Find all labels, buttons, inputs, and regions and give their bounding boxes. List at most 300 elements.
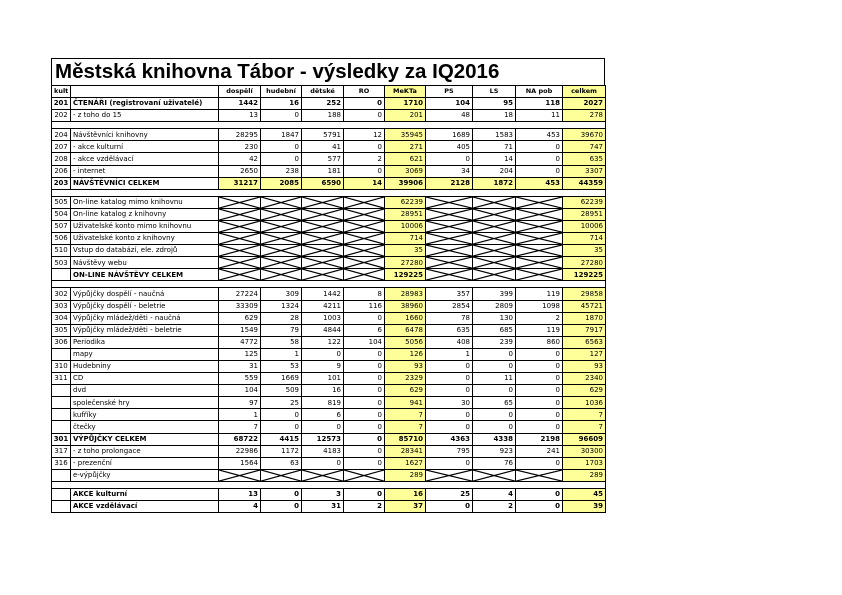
cross-mark-icon (219, 245, 260, 256)
cross-mark-icon (344, 197, 384, 208)
value-cell: 1 (261, 348, 302, 360)
spacer-cell (52, 122, 71, 129)
value-cell: 129225 (563, 269, 606, 281)
table-row (52, 409, 606, 421)
crossed-out-cell (219, 196, 261, 208)
value-cell: 1872 (473, 177, 516, 189)
value-cell: 85710 (385, 433, 426, 445)
value-cell: 45 (563, 488, 606, 500)
value-cell: 278 (563, 110, 606, 122)
value-cell: 0 (426, 457, 473, 469)
crossed-out-cell (302, 269, 344, 281)
row-code: 317 (52, 445, 71, 457)
spacer-cell (473, 189, 516, 196)
cross-mark-icon (473, 233, 515, 244)
cross-mark-icon (516, 233, 562, 244)
value-cell: 238 (261, 165, 302, 177)
value-cell: 13 (219, 110, 261, 122)
value-cell: 1689 (426, 129, 473, 141)
spacer-cell (261, 189, 302, 196)
column-header: LS (473, 86, 516, 98)
value-cell: 3 (302, 488, 344, 500)
row-label: Návštěvy webu (71, 257, 219, 269)
cross-mark-icon (261, 269, 301, 280)
value-cell: 0 (426, 153, 473, 165)
cross-mark-icon (516, 209, 562, 220)
row-label: VÝPŮJČKY CELKEM (71, 433, 219, 445)
crossed-out-cell (516, 245, 563, 257)
crossed-out-cell (344, 233, 385, 245)
value-cell: 2650 (219, 165, 261, 177)
value-cell: 309 (261, 288, 302, 300)
value-cell: 62239 (563, 196, 606, 208)
value-cell: 819 (302, 397, 344, 409)
spacer-cell (219, 281, 261, 288)
crossed-out-cell (261, 196, 302, 208)
cross-mark-icon (261, 245, 301, 256)
crossed-out-cell (261, 233, 302, 245)
value-cell: 93 (385, 360, 426, 372)
value-cell: 271 (385, 141, 426, 153)
table-row (52, 373, 606, 385)
row-code: 301 (52, 433, 71, 445)
row-label: AKCE vzdělávací (71, 501, 219, 513)
value-cell: 204 (473, 165, 516, 177)
row-code (52, 348, 71, 360)
value-cell: 38960 (385, 300, 426, 312)
table-row (52, 98, 606, 110)
crossed-out-cell (219, 469, 261, 481)
value-cell: 10006 (563, 220, 606, 232)
row-code: 304 (52, 312, 71, 324)
value-cell: 4363 (426, 433, 473, 445)
cross-mark-icon (473, 245, 515, 256)
row-label: ČTENÁŘI (registrovaní uživatelé) (71, 98, 219, 110)
value-cell: 16 (261, 98, 302, 110)
value-cell: 96609 (563, 433, 606, 445)
value-cell: 509 (261, 385, 302, 397)
crossed-out-cell (344, 196, 385, 208)
spacer-cell (344, 281, 385, 288)
spacer-cell (52, 281, 71, 288)
spacer-cell (426, 122, 473, 129)
cross-mark-icon (302, 209, 343, 220)
crossed-out-cell (426, 245, 473, 257)
value-cell: 1703 (563, 457, 606, 469)
value-cell: 79 (261, 324, 302, 336)
cross-mark-icon (426, 221, 472, 232)
crossed-out-cell (219, 269, 261, 281)
value-cell: 0 (473, 348, 516, 360)
cross-mark-icon (302, 233, 343, 244)
value-cell: 22986 (219, 445, 261, 457)
value-cell: 119 (516, 324, 563, 336)
value-cell: 78 (426, 312, 473, 324)
value-cell: 230 (219, 141, 261, 153)
crossed-out-cell (261, 245, 302, 257)
row-code: 311 (52, 373, 71, 385)
spacer-cell (302, 189, 344, 196)
table-header-row (52, 86, 606, 98)
row-code (52, 269, 71, 281)
row-label: e-výpůjčky (71, 469, 219, 481)
table-row (52, 220, 606, 232)
value-cell: 0 (344, 165, 385, 177)
spacer-cell (473, 122, 516, 129)
crossed-out-cell (516, 208, 563, 220)
column-header: celkem (563, 86, 606, 98)
table-row (52, 457, 606, 469)
value-cell: 0 (516, 373, 563, 385)
value-cell: 714 (563, 233, 606, 245)
value-cell: 1660 (385, 312, 426, 324)
value-cell: 2198 (516, 433, 563, 445)
value-cell: 2128 (426, 177, 473, 189)
value-cell: 629 (385, 385, 426, 397)
cross-mark-icon (473, 257, 515, 268)
cross-mark-icon (261, 209, 301, 220)
value-cell: 795 (426, 445, 473, 457)
cross-mark-icon (516, 257, 562, 268)
cross-mark-icon (516, 245, 562, 256)
cross-mark-icon (219, 209, 260, 220)
table-row (52, 110, 606, 122)
column-header: RO (344, 86, 385, 98)
spacer-cell (71, 122, 219, 129)
crossed-out-cell (426, 220, 473, 232)
value-cell: 31217 (219, 177, 261, 189)
cross-mark-icon (302, 197, 343, 208)
value-cell: 1847 (261, 129, 302, 141)
value-cell: 125 (219, 348, 261, 360)
value-cell: 289 (385, 469, 426, 481)
spacer-cell (516, 122, 563, 129)
value-cell: 35 (563, 245, 606, 257)
row-label: kufříky (71, 409, 219, 421)
table-row (52, 501, 606, 513)
row-label: mapy (71, 348, 219, 360)
spacer-cell (385, 281, 426, 288)
value-cell: 0 (261, 501, 302, 513)
value-cell: 1442 (302, 288, 344, 300)
value-cell: 14 (473, 153, 516, 165)
crossed-out-cell (261, 208, 302, 220)
crossed-out-cell (261, 220, 302, 232)
value-cell: 118 (516, 98, 563, 110)
crossed-out-cell (426, 469, 473, 481)
value-cell: 0 (516, 385, 563, 397)
value-cell: 5791 (302, 129, 344, 141)
crossed-out-cell (302, 257, 344, 269)
value-cell: 4183 (302, 445, 344, 457)
value-cell: 2 (473, 501, 516, 513)
value-cell: 5056 (385, 336, 426, 348)
value-cell: 2329 (385, 373, 426, 385)
table-row (52, 488, 606, 500)
cross-mark-icon (473, 197, 515, 208)
value-cell: 45721 (563, 300, 606, 312)
cross-mark-icon (426, 197, 472, 208)
cross-mark-icon (219, 221, 260, 232)
value-cell: 181 (302, 165, 344, 177)
row-label: NÁVŠTĚVNÍCI CELKEM (71, 177, 219, 189)
crossed-out-cell (344, 245, 385, 257)
value-cell: 0 (302, 348, 344, 360)
table-row (52, 177, 606, 189)
value-cell: 4415 (261, 433, 302, 445)
value-cell: 4 (219, 501, 261, 513)
column-header: NA pob (516, 86, 563, 98)
row-label: Vstup do databází, ele. zdrojů (71, 245, 219, 257)
value-cell: 4772 (219, 336, 261, 348)
spacer-cell (385, 189, 426, 196)
table-row (52, 421, 606, 433)
value-cell: 122 (302, 336, 344, 348)
row-label: Výpůjčky dospělí - beletrie (71, 300, 219, 312)
value-cell: 0 (344, 397, 385, 409)
spacer-cell (516, 281, 563, 288)
value-cell: 30 (426, 397, 473, 409)
value-cell: 2809 (473, 300, 516, 312)
table-row (52, 312, 606, 324)
crossed-out-cell (516, 257, 563, 269)
table-row (52, 165, 606, 177)
row-label: CD (71, 373, 219, 385)
value-cell: 28983 (385, 288, 426, 300)
value-cell: 629 (219, 312, 261, 324)
spacer-cell (344, 189, 385, 196)
crossed-out-cell (473, 208, 516, 220)
value-cell: 0 (516, 501, 563, 513)
value-cell: 4844 (302, 324, 344, 336)
cross-mark-icon (344, 221, 384, 232)
row-code: 204 (52, 129, 71, 141)
value-cell: 0 (261, 409, 302, 421)
cross-mark-icon (344, 233, 384, 244)
value-cell: 0 (344, 98, 385, 110)
spacer-cell (516, 189, 563, 196)
spacer-cell (344, 481, 385, 488)
cross-mark-icon (516, 269, 562, 280)
value-cell: 577 (302, 153, 344, 165)
value-cell: 714 (385, 233, 426, 245)
cross-mark-icon (219, 269, 260, 280)
row-code (52, 421, 71, 433)
value-cell: 1172 (261, 445, 302, 457)
row-label: Periodika (71, 336, 219, 348)
value-cell: 405 (426, 141, 473, 153)
table-row (52, 385, 606, 397)
value-cell: 7 (385, 421, 426, 433)
value-cell: 11 (473, 373, 516, 385)
value-cell: 6 (344, 324, 385, 336)
value-cell: 0 (516, 348, 563, 360)
cross-mark-icon (302, 245, 343, 256)
value-cell: 0 (516, 397, 563, 409)
row-code (52, 397, 71, 409)
row-code (52, 501, 71, 513)
value-cell: 104 (219, 385, 261, 397)
value-cell: 0 (516, 165, 563, 177)
cross-mark-icon (426, 257, 472, 268)
value-cell: 0 (344, 421, 385, 433)
value-cell: 0 (516, 421, 563, 433)
value-cell: 10006 (385, 220, 426, 232)
cross-mark-icon (426, 245, 472, 256)
row-code: 202 (52, 110, 71, 122)
value-cell: 39 (563, 501, 606, 513)
table-row (52, 288, 606, 300)
value-cell: 4211 (302, 300, 344, 312)
value-cell: 1583 (473, 129, 516, 141)
value-cell: 1870 (563, 312, 606, 324)
row-code: 503 (52, 257, 71, 269)
value-cell: 18 (473, 110, 516, 122)
cross-mark-icon (426, 209, 472, 220)
value-cell: 4338 (473, 433, 516, 445)
value-cell: 7 (219, 421, 261, 433)
spacer-cell (473, 481, 516, 488)
cross-mark-icon (219, 233, 260, 244)
value-cell: 1003 (302, 312, 344, 324)
row-code (52, 385, 71, 397)
crossed-out-cell (219, 233, 261, 245)
value-cell: 6590 (302, 177, 344, 189)
cross-mark-icon (261, 257, 301, 268)
cross-mark-icon (516, 197, 562, 208)
value-cell: 0 (344, 409, 385, 421)
crossed-out-cell (473, 233, 516, 245)
crossed-out-cell (261, 269, 302, 281)
spacer-cell (71, 189, 219, 196)
crossed-out-cell (219, 245, 261, 257)
value-cell: 13 (219, 488, 261, 500)
cross-mark-icon (261, 470, 301, 481)
value-cell: 127 (563, 348, 606, 360)
row-code (52, 488, 71, 500)
value-cell: 12573 (302, 433, 344, 445)
spacer-cell (219, 189, 261, 196)
spacer-cell (52, 481, 71, 488)
table-row (52, 153, 606, 165)
table-row (52, 348, 606, 360)
crossed-out-cell (473, 245, 516, 257)
value-cell: 1669 (261, 373, 302, 385)
crossed-out-cell (302, 208, 344, 220)
cross-mark-icon (219, 257, 260, 268)
value-cell: 7 (563, 409, 606, 421)
value-cell: 252 (302, 98, 344, 110)
crossed-out-cell (473, 196, 516, 208)
crossed-out-cell (516, 269, 563, 281)
row-code: 505 (52, 196, 71, 208)
value-cell: 7 (385, 409, 426, 421)
cross-mark-icon (473, 470, 515, 481)
spacer-cell (52, 189, 71, 196)
value-cell: 4 (473, 488, 516, 500)
value-cell: 3307 (563, 165, 606, 177)
value-cell: 35945 (385, 129, 426, 141)
spacer-cell (261, 122, 302, 129)
value-cell: 0 (516, 153, 563, 165)
cross-mark-icon (344, 209, 384, 220)
row-code: 302 (52, 288, 71, 300)
spacer-row (52, 189, 606, 196)
crossed-out-cell (516, 220, 563, 232)
table-row (52, 233, 606, 245)
value-cell: 0 (426, 501, 473, 513)
crossed-out-cell (473, 269, 516, 281)
table-row (52, 445, 606, 457)
row-code: 507 (52, 220, 71, 232)
spacer-cell (71, 481, 219, 488)
report-sheet (51, 58, 605, 513)
value-cell: 941 (385, 397, 426, 409)
value-cell: 7917 (563, 324, 606, 336)
row-code: 316 (52, 457, 71, 469)
row-label: ON-LINE NÁVŠTĚVY CELKEM (71, 269, 219, 281)
cross-mark-icon (473, 269, 515, 280)
value-cell: 0 (344, 312, 385, 324)
row-label: čtečky (71, 421, 219, 433)
value-cell: 116 (344, 300, 385, 312)
spacer-cell (302, 481, 344, 488)
spacer-row (52, 481, 606, 488)
value-cell: 65 (473, 397, 516, 409)
value-cell: 0 (261, 110, 302, 122)
spacer-cell (302, 281, 344, 288)
row-label: Hudebniny (71, 360, 219, 372)
value-cell: 1 (426, 348, 473, 360)
value-cell: 1036 (563, 397, 606, 409)
value-cell: 39906 (385, 177, 426, 189)
value-cell: 408 (426, 336, 473, 348)
row-code: 303 (52, 300, 71, 312)
crossed-out-cell (261, 469, 302, 481)
row-code: 206 (52, 165, 71, 177)
row-label: AKCE kulturní (71, 488, 219, 500)
spacer-cell (261, 481, 302, 488)
cross-mark-icon (261, 233, 301, 244)
value-cell: 11 (516, 110, 563, 122)
crossed-out-cell (344, 269, 385, 281)
table-row (52, 397, 606, 409)
value-cell: 635 (563, 153, 606, 165)
value-cell: 188 (302, 110, 344, 122)
row-label: Návštěvníci knihovny (71, 129, 219, 141)
value-cell: 289 (563, 469, 606, 481)
value-cell: 34 (426, 165, 473, 177)
value-cell: 629 (563, 385, 606, 397)
crossed-out-cell (219, 257, 261, 269)
value-cell: 0 (302, 421, 344, 433)
value-cell: 62239 (385, 196, 426, 208)
column-header: dospělí (219, 86, 261, 98)
value-cell: 16 (302, 385, 344, 397)
spacer-cell (385, 122, 426, 129)
cross-mark-icon (473, 209, 515, 220)
crossed-out-cell (302, 245, 344, 257)
cross-mark-icon (261, 221, 301, 232)
crossed-out-cell (516, 196, 563, 208)
row-label: - internet (71, 165, 219, 177)
crossed-out-cell (473, 220, 516, 232)
row-code: 203 (52, 177, 71, 189)
crossed-out-cell (219, 220, 261, 232)
cross-mark-icon (302, 221, 343, 232)
value-cell: 41 (302, 141, 344, 153)
value-cell: 126 (385, 348, 426, 360)
